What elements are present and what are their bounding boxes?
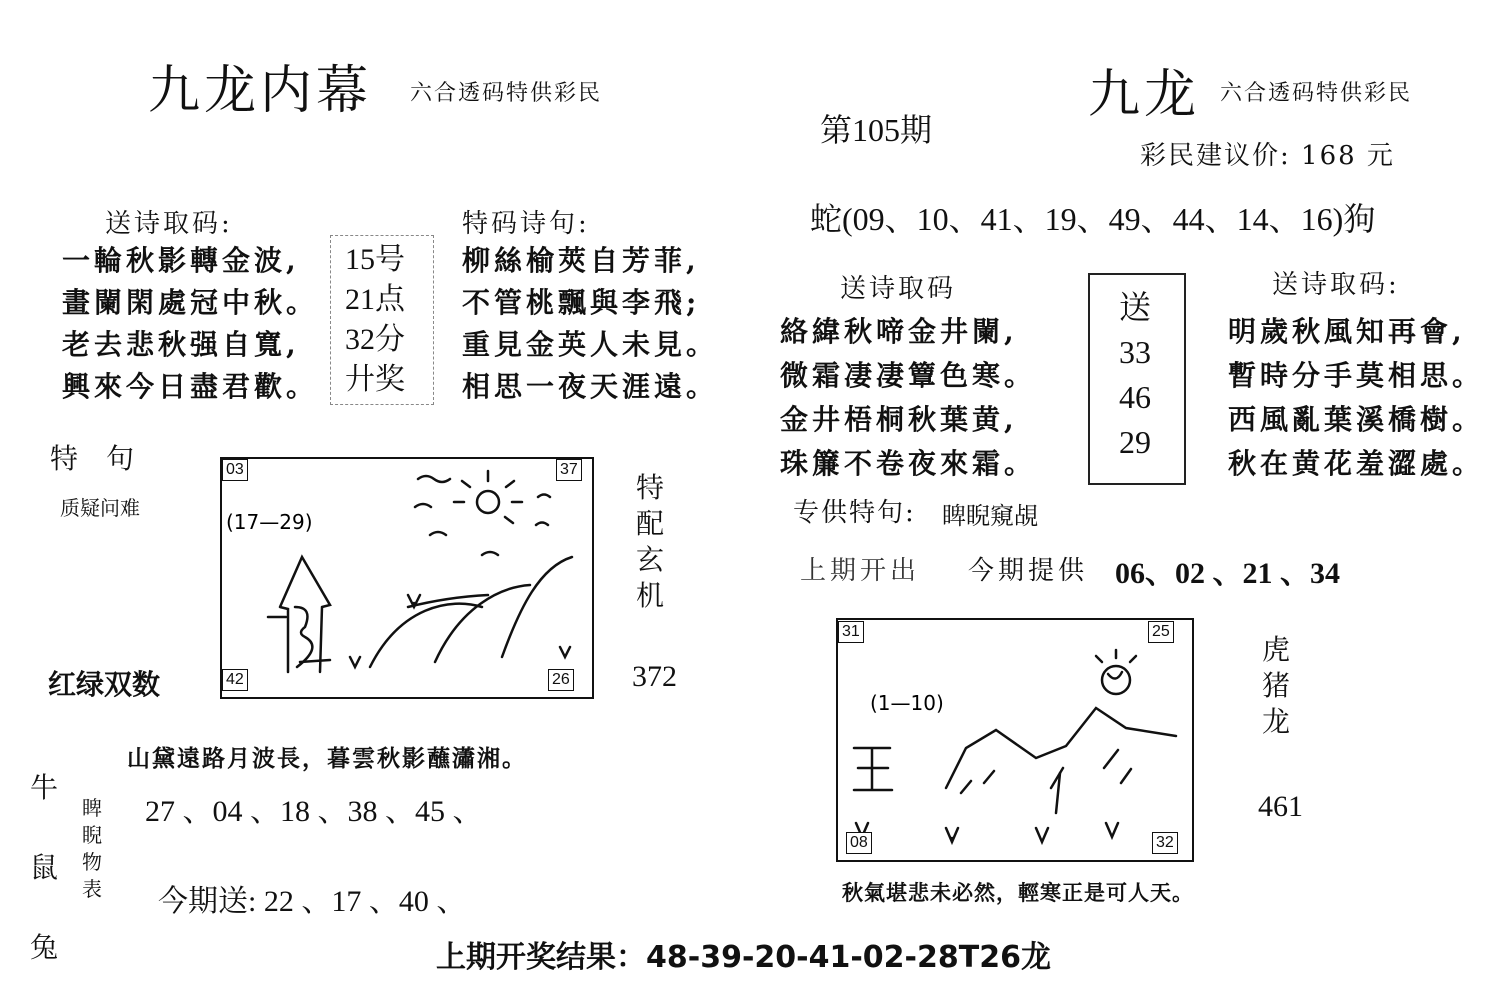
hongl-label: 红绿双数	[48, 668, 161, 701]
right-subtitle: 六合透码特供彩民	[1220, 81, 1413, 106]
pipo-numbers: 27 、04 、18 、38 、45 、	[145, 795, 483, 828]
right-center-box-text	[1112, 285, 1158, 465]
this-period-numbers: 06、02 、21 、34	[1115, 557, 1340, 590]
left-side-number: 372	[632, 660, 677, 693]
right-poem-label-right: 送诗取码:	[1272, 270, 1400, 300]
poem-line: 重見金英人未見。	[462, 328, 719, 361]
zhuan-text: 睥睨窺覘	[942, 502, 1038, 530]
pipo-label	[82, 795, 102, 903]
right-title: 九龙	[1088, 65, 1201, 125]
sketch-label: (17—29)	[226, 510, 313, 534]
right-sketch	[836, 618, 1190, 858]
left-center-box-text	[345, 240, 405, 400]
poem-line: 微霜凄凄簟色寒。	[780, 359, 1037, 392]
poem-line: 相思一夜天涯遠。	[462, 370, 719, 403]
left-subtitle: 六合透码特供彩民	[410, 81, 603, 106]
poem-line: 一輪秋影轉金波,	[62, 244, 300, 277]
left-special-label: 特码诗句:	[462, 209, 590, 239]
pipo-char: 表	[82, 877, 102, 901]
center-box-line: 15号	[345, 243, 405, 276]
center-box-line: 33	[1119, 334, 1151, 370]
right-side-number: 461	[1258, 790, 1303, 823]
left-poem	[62, 240, 318, 408]
right-poem-right	[1228, 310, 1484, 486]
side-char: 配	[636, 507, 665, 540]
poem-line: 西風亂葉溪橋樹。	[1228, 403, 1485, 436]
side-char: 龙	[1262, 705, 1291, 738]
poem-line: 畫闌閑處冠中秋。	[62, 286, 319, 319]
snake-line: 蛇(09、10、41、19、49、44、14、16)狗	[810, 201, 1376, 237]
left-poem-label: 送诗取码:	[105, 209, 233, 239]
poem-line: 不管桃飄與李飛;	[462, 286, 701, 319]
corner-bottom-right: 32	[1152, 832, 1178, 854]
corner-top-right: 37	[556, 459, 582, 481]
poem-line: 老去悲秋强自寬,	[62, 328, 300, 361]
center-box-line: 廾奖	[345, 363, 405, 396]
sun-icon	[477, 491, 499, 513]
center-box-line: 29	[1119, 424, 1151, 460]
left-title: 九龙内幕	[148, 61, 373, 121]
center-box-line: 21点	[345, 283, 405, 316]
poem-line: 絡緯秋啼金井闌,	[780, 315, 1018, 348]
left-sketch	[220, 457, 590, 695]
left-tejv-text: 质疑问难	[60, 496, 140, 520]
side-char: 机	[636, 579, 665, 612]
left-animals	[30, 748, 58, 988]
poem-line: 明歲秋風知再會,	[1228, 315, 1466, 348]
poem-line: 柳絲榆莢自芳菲,	[462, 244, 700, 277]
right-poem-label-left: 送诗取码	[840, 274, 957, 304]
poem-line: 秋在黄花羞澀處。	[1228, 447, 1485, 480]
sun-icon	[1102, 666, 1130, 694]
corner-bottom-right: 26	[548, 669, 574, 691]
zhuan-label: 专供特句:	[793, 498, 916, 528]
pipo-char: 睥	[82, 796, 102, 820]
send-line: 今期送: 22 、17 、40 、	[158, 885, 467, 918]
corner-top-right: 25	[1148, 621, 1174, 643]
center-box-line: 32分	[345, 323, 405, 356]
sketch-label: (1—10)	[870, 691, 944, 715]
corner-bottom-left: 42	[222, 669, 248, 691]
issue-number: 第105期	[820, 112, 933, 148]
animal-char: 牛	[30, 771, 59, 804]
center-box-line: 46	[1119, 379, 1151, 415]
pipo-char: 睨	[82, 823, 102, 847]
left-side-vertical	[636, 470, 664, 614]
price: 彩民建议价: 168 元	[1140, 141, 1395, 171]
side-char: 玄	[636, 543, 665, 576]
last-period-label: 上期开出	[800, 556, 921, 586]
poem-line: 金井梧桐秋葉黄,	[780, 403, 1018, 436]
footer-result: 上期开奖结果：48-39-20-41-02-28T26龙	[436, 940, 1051, 975]
poem-line: 珠簾不卷夜來霜。	[780, 447, 1037, 480]
corner-top-left: 03	[222, 459, 248, 481]
side-char: 虎	[1262, 633, 1291, 666]
right-poem-left	[780, 310, 1036, 486]
pipo-char: 物	[82, 850, 102, 874]
corner-top-left: 31	[838, 621, 864, 643]
poem-line: 暫時分手莫相思。	[1228, 359, 1485, 392]
poem-line: 興來今日盡君歡。	[62, 370, 319, 403]
right-caption: 秋氣堪悲未必然，輕寒正是可人天。	[842, 880, 1194, 905]
left-tejv-label: 特 句	[50, 442, 135, 475]
corner-bottom-left: 08	[846, 832, 872, 854]
center-box-line: 送	[1118, 289, 1151, 325]
left-poem-line: 山黛遠路月波長，暮雲秋影蘸瀟湘。	[127, 745, 527, 772]
side-char: 猪	[1262, 669, 1291, 702]
side-char: 特	[636, 471, 665, 504]
animal-char: 兔	[30, 931, 59, 964]
this-period-label: 今期提供	[968, 556, 1089, 586]
right-side-vertical	[1262, 632, 1290, 740]
animal-char: 鼠	[30, 851, 59, 884]
left-special-poem	[462, 240, 718, 408]
